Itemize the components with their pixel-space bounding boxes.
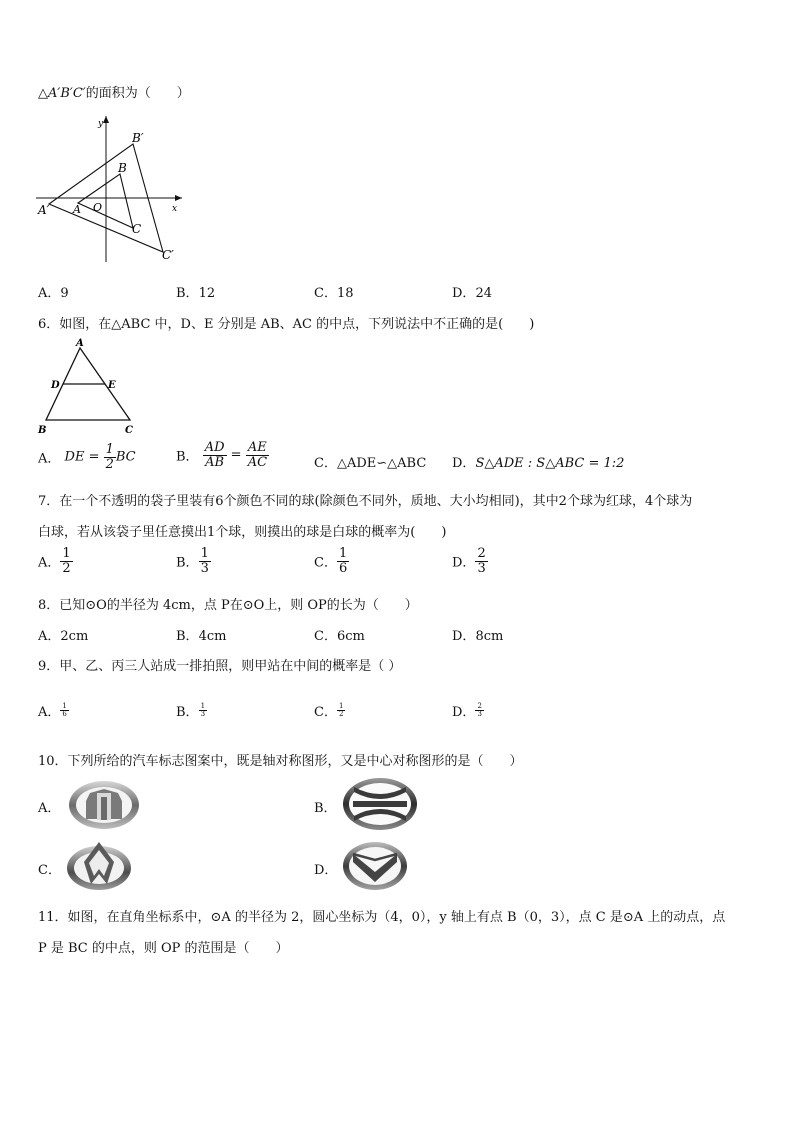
q7-stem-line1: 7．在一个不透明的袋子里装有6个颜色不同的球(除颜色不同外，质地、大小均相同)，其中2个球为红球，4个球为	[38, 494, 693, 509]
q6-option-a[interactable]: A． DE = $\frac{1}{2}$ BC	[38, 442, 136, 472]
q9-option-c[interactable]: C． $\frac{1}{2}$	[314, 701, 344, 720]
q8-option-a[interactable]: A．2cm	[38, 629, 89, 644]
q9-option-a[interactable]: A． $\frac{1}{6}$	[38, 701, 67, 720]
q6-option-b[interactable]: B． $\frac{AD}{AB}$ = $\frac{AE}{AC}$	[176, 440, 268, 470]
q6-stem: 6．如图，在△ABC 中，D、E 分别是 AB、AC 的中点，下列说法中不正确的是( )	[38, 317, 535, 332]
great-wall-logo-icon[interactable]	[66, 779, 142, 835]
q5-label-A: A	[73, 203, 81, 216]
q7-stem-line2: 白球，若从该袋子里任意摸出1个球，则摸出的球是白球的概率为( )	[38, 525, 447, 540]
q8-stem: 8．已知⊙O的半径为 4cm，点 P在⊙O上，则 OP的长为（ ）	[38, 598, 418, 613]
q7-option-a[interactable]: A． $\frac{1}{2}$	[38, 546, 71, 576]
q6-label-C: C	[125, 425, 133, 436]
q5-option-a[interactable]: A．9	[38, 286, 69, 301]
q6-option-c[interactable]: C．△ADE∽△ABC	[314, 456, 427, 471]
q6-option-d[interactable]: D．S△ADE : S△ABC = 1:2	[452, 456, 625, 471]
mazda-logo-icon[interactable]	[341, 840, 409, 892]
q11-stem-line1: 11．如图，在直角坐标系中，⊙A 的半径为 2，圆心坐标为（4，0），y 轴上有点 B（0，3），点 C 是⊙A 上的动点，点	[38, 910, 726, 925]
q9-option-b[interactable]: B． $\frac{1}{3}$	[176, 701, 206, 720]
q9-stem: 9．甲、乙、丙三人站成一排拍照，则甲站在中间的概率是（ ）	[38, 659, 402, 674]
q10-option-c-label[interactable]: C．	[38, 863, 61, 878]
q10-stem: 10．下列所给的汽车标志图案中，既是轴对称图形，又是中心对称图形的是（ ）	[38, 754, 523, 769]
q6-label-B: B	[38, 425, 47, 436]
q9-option-d[interactable]: D． $\frac{2}{3}$	[452, 701, 482, 720]
q5-label-C: C	[132, 222, 142, 236]
q7-option-d[interactable]: D． $\frac{2}{3}$	[452, 546, 486, 576]
q11-stem-line2: P 是 BC 的中点，则 OP 的范围是（ ）	[38, 941, 289, 956]
q7-option-b[interactable]: B． $\frac{1}{3}$	[176, 546, 209, 576]
q5-stem-text: 的面积为（ ）	[85, 86, 190, 101]
q5-label-C-prime: C′	[162, 248, 174, 262]
q10-option-a-label[interactable]: A．	[38, 801, 61, 816]
q6-label-A: A	[76, 338, 84, 349]
q6-label-D: D	[51, 380, 60, 391]
q5-y-label: y	[98, 119, 104, 129]
q5-triangle-symbol: △A′B′C′	[38, 86, 86, 101]
q5-label-O: O	[93, 201, 103, 214]
q5-label-A-prime: A′	[38, 203, 50, 217]
q10-option-b-label[interactable]: B．	[314, 801, 337, 816]
q5-figure	[36, 112, 186, 270]
q7-option-c[interactable]: C． $\frac{1}{6}$	[314, 546, 348, 576]
q5-option-c[interactable]: C．18	[314, 286, 354, 301]
q6-figure	[36, 336, 142, 436]
q8-option-c[interactable]: C．6cm	[314, 629, 365, 644]
q5-label-B: B	[118, 161, 127, 175]
haima-logo-icon[interactable]	[64, 838, 134, 892]
q5-x-label: x	[172, 204, 178, 214]
q8-option-b[interactable]: B．4cm	[176, 629, 227, 644]
q6-label-E: E	[108, 380, 116, 391]
hino-logo-icon[interactable]	[340, 775, 420, 833]
q5-label-B-prime: B′	[132, 131, 144, 145]
q5-stem	[38, 82, 190, 101]
q5-option-d[interactable]: D．24	[452, 286, 492, 301]
q10-option-d-label[interactable]: D．	[314, 863, 338, 878]
q8-option-d[interactable]: D．8cm	[452, 629, 504, 644]
q5-option-b[interactable]: B．12	[176, 286, 216, 301]
